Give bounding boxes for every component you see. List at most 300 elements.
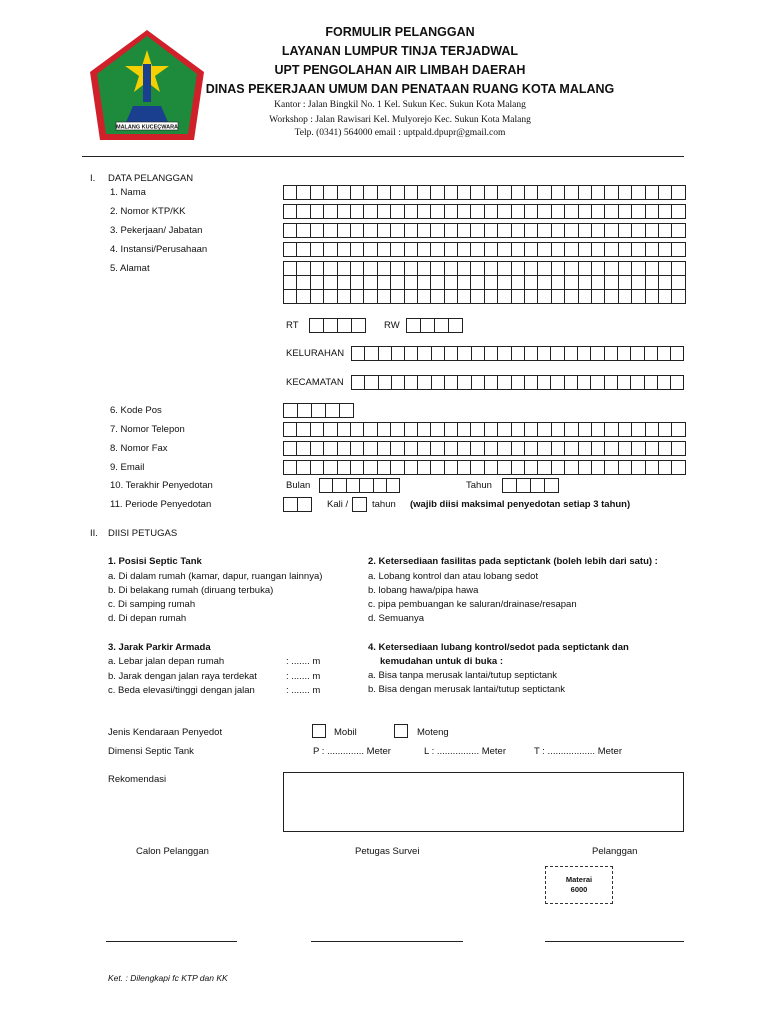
char-cell[interactable] — [323, 204, 337, 219]
char-cell[interactable] — [551, 185, 565, 200]
char-cell[interactable] — [670, 375, 684, 390]
char-cell[interactable] — [417, 223, 431, 238]
char-cell[interactable] — [283, 460, 297, 475]
char-cell[interactable] — [658, 185, 672, 200]
char-cell[interactable] — [470, 289, 484, 304]
char-cell[interactable] — [417, 275, 431, 290]
char-cell[interactable] — [537, 460, 551, 475]
char-cell[interactable] — [530, 478, 545, 493]
char-cell[interactable] — [470, 422, 484, 437]
char-cell[interactable] — [524, 346, 538, 361]
char-cell[interactable] — [319, 478, 333, 493]
char-cell[interactable] — [311, 403, 326, 418]
char-cell[interactable] — [406, 318, 421, 333]
char-cell[interactable] — [444, 346, 458, 361]
char-cell[interactable] — [404, 185, 418, 200]
char-cell[interactable] — [444, 223, 458, 238]
char-cell[interactable] — [644, 346, 658, 361]
char-cell[interactable] — [671, 223, 685, 238]
char-cell[interactable] — [283, 275, 297, 290]
char-cell[interactable] — [645, 242, 659, 257]
char-cell[interactable] — [417, 441, 431, 456]
char-cell[interactable] — [671, 422, 685, 437]
char-cell[interactable] — [484, 346, 498, 361]
char-cell[interactable] — [564, 422, 578, 437]
char-cell[interactable] — [377, 242, 391, 257]
char-cell[interactable] — [364, 375, 378, 390]
char-cell[interactable] — [417, 422, 431, 437]
char-cell[interactable] — [363, 223, 377, 238]
char-cell[interactable] — [417, 242, 431, 257]
char-cell[interactable] — [497, 185, 511, 200]
char-cell[interactable] — [351, 375, 365, 390]
char-cell[interactable] — [363, 185, 377, 200]
char-cell[interactable] — [564, 223, 578, 238]
char-cell[interactable] — [497, 422, 511, 437]
char-cell[interactable] — [471, 346, 485, 361]
char-cell[interactable] — [524, 441, 538, 456]
char-cell[interactable] — [617, 375, 631, 390]
char-cell[interactable] — [658, 422, 672, 437]
char-cell[interactable] — [386, 478, 400, 493]
char-cell[interactable] — [430, 289, 444, 304]
char-cell[interactable] — [591, 441, 605, 456]
char-cell[interactable] — [618, 185, 632, 200]
char-cell[interactable] — [350, 289, 364, 304]
char-cell[interactable] — [390, 204, 404, 219]
char-cell[interactable] — [363, 275, 377, 290]
char-cell[interactable] — [377, 441, 391, 456]
char-cell[interactable] — [310, 242, 324, 257]
char-cell[interactable] — [337, 441, 351, 456]
char-cell[interactable] — [323, 242, 337, 257]
char-cell[interactable] — [309, 318, 324, 333]
q2-option-b[interactable]: b. lobang hawa/pipa hawa — [368, 585, 479, 596]
char-cell[interactable] — [434, 318, 449, 333]
char-cell[interactable] — [590, 375, 604, 390]
char-cell[interactable] — [444, 460, 458, 475]
char-cell[interactable] — [511, 204, 525, 219]
signature-line-pelanggan[interactable] — [545, 941, 684, 942]
char-cell[interactable] — [645, 422, 659, 437]
char-cell[interactable] — [310, 261, 324, 276]
char-cell[interactable] — [444, 242, 458, 257]
char-cell[interactable] — [457, 223, 471, 238]
char-cell[interactable] — [631, 275, 645, 290]
rw-input[interactable] — [407, 318, 463, 333]
char-cell[interactable] — [390, 289, 404, 304]
alamat-input-line3[interactable] — [284, 289, 686, 304]
char-cell[interactable] — [618, 223, 632, 238]
char-cell[interactable] — [390, 275, 404, 290]
char-cell[interactable] — [310, 275, 324, 290]
periode-kali-input[interactable] — [284, 497, 312, 512]
char-cell[interactable] — [645, 460, 659, 475]
char-cell[interactable] — [359, 478, 373, 493]
tahun-input[interactable] — [503, 478, 559, 493]
char-cell[interactable] — [363, 261, 377, 276]
char-cell[interactable] — [645, 289, 659, 304]
char-cell[interactable] — [524, 185, 538, 200]
char-cell[interactable] — [390, 223, 404, 238]
char-cell[interactable] — [470, 204, 484, 219]
char-cell[interactable] — [550, 346, 564, 361]
char-cell[interactable] — [502, 478, 517, 493]
periode-tahun-input[interactable] — [353, 497, 367, 512]
char-cell[interactable] — [604, 460, 618, 475]
char-cell[interactable] — [497, 346, 511, 361]
dimensi-l-field[interactable]: L : ................ Meter — [424, 746, 507, 757]
char-cell[interactable] — [296, 204, 310, 219]
char-cell[interactable] — [564, 275, 578, 290]
char-cell[interactable] — [537, 204, 551, 219]
char-cell[interactable] — [617, 346, 631, 361]
char-cell[interactable] — [470, 223, 484, 238]
char-cell[interactable] — [671, 460, 685, 475]
char-cell[interactable] — [497, 242, 511, 257]
char-cell[interactable] — [430, 460, 444, 475]
char-cell[interactable] — [511, 375, 525, 390]
char-cell[interactable] — [310, 422, 324, 437]
char-cell[interactable] — [497, 460, 511, 475]
q3-fill-c[interactable]: : ....... m — [286, 685, 321, 696]
char-cell[interactable] — [630, 346, 644, 361]
char-cell[interactable] — [404, 346, 418, 361]
char-cell[interactable] — [564, 289, 578, 304]
nama-input[interactable] — [284, 185, 686, 200]
char-cell[interactable] — [618, 275, 632, 290]
char-cell[interactable] — [484, 185, 498, 200]
char-cell[interactable] — [296, 441, 310, 456]
char-cell[interactable] — [524, 223, 538, 238]
char-cell[interactable] — [524, 261, 538, 276]
char-cell[interactable] — [417, 204, 431, 219]
char-cell[interactable] — [350, 422, 364, 437]
char-cell[interactable] — [350, 223, 364, 238]
char-cell[interactable] — [644, 375, 658, 390]
char-cell[interactable] — [511, 289, 525, 304]
char-cell[interactable] — [457, 261, 471, 276]
char-cell[interactable] — [484, 460, 498, 475]
char-cell[interactable] — [578, 275, 592, 290]
char-cell[interactable] — [537, 242, 551, 257]
char-cell[interactable] — [658, 289, 672, 304]
char-cell[interactable] — [564, 346, 578, 361]
char-cell[interactable] — [631, 223, 645, 238]
char-cell[interactable] — [497, 289, 511, 304]
char-cell[interactable] — [390, 441, 404, 456]
char-cell[interactable] — [645, 261, 659, 276]
char-cell[interactable] — [457, 375, 471, 390]
char-cell[interactable] — [564, 185, 578, 200]
char-cell[interactable] — [323, 185, 337, 200]
char-cell[interactable] — [377, 185, 391, 200]
char-cell[interactable] — [578, 460, 592, 475]
char-cell[interactable] — [551, 422, 565, 437]
char-cell[interactable] — [631, 441, 645, 456]
char-cell[interactable] — [457, 242, 471, 257]
char-cell[interactable] — [511, 242, 525, 257]
signature-line-calon[interactable] — [106, 941, 237, 942]
char-cell[interactable] — [524, 422, 538, 437]
char-cell[interactable] — [658, 223, 672, 238]
char-cell[interactable] — [671, 441, 685, 456]
char-cell[interactable] — [310, 289, 324, 304]
char-cell[interactable] — [658, 275, 672, 290]
char-cell[interactable] — [551, 275, 565, 290]
char-cell[interactable] — [404, 422, 418, 437]
kelurahan-input[interactable] — [352, 346, 684, 361]
char-cell[interactable] — [378, 375, 392, 390]
char-cell[interactable] — [645, 275, 659, 290]
char-cell[interactable] — [417, 261, 431, 276]
char-cell[interactable] — [444, 375, 458, 390]
char-cell[interactable] — [404, 375, 418, 390]
char-cell[interactable] — [296, 223, 310, 238]
char-cell[interactable] — [671, 261, 685, 276]
char-cell[interactable] — [417, 185, 431, 200]
char-cell[interactable] — [645, 185, 659, 200]
char-cell[interactable] — [497, 441, 511, 456]
char-cell[interactable] — [377, 275, 391, 290]
char-cell[interactable] — [323, 318, 338, 333]
char-cell[interactable] — [457, 441, 471, 456]
char-cell[interactable] — [524, 204, 538, 219]
char-cell[interactable] — [283, 242, 297, 257]
char-cell[interactable] — [551, 261, 565, 276]
char-cell[interactable] — [337, 261, 351, 276]
char-cell[interactable] — [470, 242, 484, 257]
char-cell[interactable] — [658, 441, 672, 456]
char-cell[interactable] — [323, 460, 337, 475]
char-cell[interactable] — [511, 441, 525, 456]
char-cell[interactable] — [363, 441, 377, 456]
char-cell[interactable] — [484, 242, 498, 257]
char-cell[interactable] — [578, 242, 592, 257]
char-cell[interactable] — [618, 441, 632, 456]
char-cell[interactable] — [417, 289, 431, 304]
char-cell[interactable] — [296, 275, 310, 290]
char-cell[interactable] — [550, 375, 564, 390]
char-cell[interactable] — [364, 346, 378, 361]
char-cell[interactable] — [631, 289, 645, 304]
char-cell[interactable] — [484, 261, 498, 276]
char-cell[interactable] — [350, 242, 364, 257]
char-cell[interactable] — [377, 460, 391, 475]
char-cell[interactable] — [551, 242, 565, 257]
char-cell[interactable] — [377, 422, 391, 437]
char-cell[interactable] — [497, 261, 511, 276]
char-cell[interactable] — [497, 275, 511, 290]
char-cell[interactable] — [430, 223, 444, 238]
char-cell[interactable] — [484, 422, 498, 437]
char-cell[interactable] — [591, 223, 605, 238]
char-cell[interactable] — [363, 289, 377, 304]
char-cell[interactable] — [283, 403, 298, 418]
char-cell[interactable] — [323, 441, 337, 456]
char-cell[interactable] — [671, 185, 685, 200]
char-cell[interactable] — [618, 242, 632, 257]
char-cell[interactable] — [497, 204, 511, 219]
char-cell[interactable] — [430, 441, 444, 456]
char-cell[interactable] — [671, 275, 685, 290]
char-cell[interactable] — [390, 460, 404, 475]
q1-option-d[interactable]: d. Di depan rumah — [108, 613, 187, 624]
char-cell[interactable] — [430, 261, 444, 276]
q3-fill-a[interactable]: : ....... m — [286, 656, 321, 667]
char-cell[interactable] — [511, 346, 525, 361]
char-cell[interactable] — [537, 375, 551, 390]
char-cell[interactable] — [377, 223, 391, 238]
char-cell[interactable] — [363, 242, 377, 257]
char-cell[interactable] — [604, 346, 618, 361]
char-cell[interactable] — [658, 460, 672, 475]
char-cell[interactable] — [564, 441, 578, 456]
char-cell[interactable] — [350, 185, 364, 200]
telepon-input[interactable] — [284, 422, 686, 437]
char-cell[interactable] — [511, 185, 525, 200]
char-cell[interactable] — [578, 204, 592, 219]
char-cell[interactable] — [310, 223, 324, 238]
char-cell[interactable] — [578, 289, 592, 304]
char-cell[interactable] — [631, 422, 645, 437]
char-cell[interactable] — [448, 318, 463, 333]
char-cell[interactable] — [604, 204, 618, 219]
char-cell[interactable] — [511, 422, 525, 437]
char-cell[interactable] — [524, 289, 538, 304]
rt-input[interactable] — [310, 318, 366, 333]
char-cell[interactable] — [457, 422, 471, 437]
char-cell[interactable] — [444, 289, 458, 304]
char-cell[interactable] — [645, 441, 659, 456]
q2-option-d[interactable]: d. Semuanya — [368, 613, 424, 624]
q4-option-a[interactable]: a. Bisa tanpa merusak lantai/tutup septictank — [368, 670, 558, 681]
char-cell[interactable] — [658, 261, 672, 276]
char-cell[interactable] — [658, 242, 672, 257]
char-cell[interactable] — [470, 185, 484, 200]
char-cell[interactable] — [578, 185, 592, 200]
char-cell[interactable] — [604, 223, 618, 238]
char-cell[interactable] — [350, 204, 364, 219]
char-cell[interactable] — [337, 422, 351, 437]
char-cell[interactable] — [444, 275, 458, 290]
char-cell[interactable] — [283, 289, 297, 304]
char-cell[interactable] — [310, 441, 324, 456]
char-cell[interactable] — [351, 346, 365, 361]
char-cell[interactable] — [337, 185, 351, 200]
char-cell[interactable] — [363, 422, 377, 437]
char-cell[interactable] — [511, 261, 525, 276]
char-cell[interactable] — [283, 441, 297, 456]
bulan-input[interactable] — [320, 478, 400, 493]
char-cell[interactable] — [296, 422, 310, 437]
char-cell[interactable] — [283, 261, 297, 276]
char-cell[interactable] — [337, 289, 351, 304]
char-cell[interactable] — [297, 403, 312, 418]
char-cell[interactable] — [339, 403, 354, 418]
char-cell[interactable] — [551, 289, 565, 304]
email-input[interactable] — [284, 460, 686, 475]
char-cell[interactable] — [444, 204, 458, 219]
char-cell[interactable] — [657, 375, 671, 390]
q4-option-b[interactable]: b. Bisa dengan merusak lantai/tutup septictank — [368, 684, 565, 695]
char-cell[interactable] — [391, 346, 405, 361]
char-cell[interactable] — [577, 346, 591, 361]
char-cell[interactable] — [323, 422, 337, 437]
char-cell[interactable] — [350, 460, 364, 475]
char-cell[interactable] — [337, 204, 351, 219]
char-cell[interactable] — [631, 242, 645, 257]
char-cell[interactable] — [604, 275, 618, 290]
char-cell[interactable] — [470, 261, 484, 276]
char-cell[interactable] — [457, 204, 471, 219]
char-cell[interactable] — [591, 204, 605, 219]
char-cell[interactable] — [590, 346, 604, 361]
char-cell[interactable] — [591, 289, 605, 304]
char-cell[interactable] — [444, 422, 458, 437]
char-cell[interactable] — [310, 185, 324, 200]
char-cell[interactable] — [604, 261, 618, 276]
char-cell[interactable] — [323, 261, 337, 276]
char-cell[interactable] — [591, 460, 605, 475]
char-cell[interactable] — [604, 422, 618, 437]
char-cell[interactable] — [511, 275, 525, 290]
char-cell[interactable] — [551, 223, 565, 238]
char-cell[interactable] — [511, 460, 525, 475]
signature-line-petugas[interactable] — [311, 941, 463, 942]
char-cell[interactable] — [671, 242, 685, 257]
char-cell[interactable] — [377, 204, 391, 219]
char-cell[interactable] — [283, 497, 298, 512]
char-cell[interactable] — [296, 460, 310, 475]
char-cell[interactable] — [417, 346, 431, 361]
char-cell[interactable] — [430, 275, 444, 290]
char-cell[interactable] — [444, 185, 458, 200]
char-cell[interactable] — [296, 261, 310, 276]
rekomendasi-textarea[interactable] — [283, 772, 684, 832]
char-cell[interactable] — [431, 375, 445, 390]
char-cell[interactable] — [631, 185, 645, 200]
char-cell[interactable] — [551, 460, 565, 475]
char-cell[interactable] — [578, 223, 592, 238]
char-cell[interactable] — [524, 242, 538, 257]
char-cell[interactable] — [537, 261, 551, 276]
char-cell[interactable] — [564, 261, 578, 276]
char-cell[interactable] — [444, 261, 458, 276]
moteng-checkbox[interactable] — [394, 724, 408, 738]
char-cell[interactable] — [564, 242, 578, 257]
char-cell[interactable] — [350, 441, 364, 456]
char-cell[interactable] — [604, 375, 618, 390]
char-cell[interactable] — [524, 460, 538, 475]
char-cell[interactable] — [537, 346, 551, 361]
char-cell[interactable] — [591, 185, 605, 200]
char-cell[interactable] — [544, 478, 559, 493]
char-cell[interactable] — [470, 441, 484, 456]
char-cell[interactable] — [618, 261, 632, 276]
char-cell[interactable] — [346, 478, 360, 493]
char-cell[interactable] — [524, 375, 538, 390]
char-cell[interactable] — [564, 204, 578, 219]
char-cell[interactable] — [296, 242, 310, 257]
char-cell[interactable] — [283, 204, 297, 219]
char-cell[interactable] — [524, 275, 538, 290]
char-cell[interactable] — [537, 275, 551, 290]
char-cell[interactable] — [391, 375, 405, 390]
fax-input[interactable] — [284, 441, 686, 456]
char-cell[interactable] — [591, 422, 605, 437]
char-cell[interactable] — [457, 346, 471, 361]
